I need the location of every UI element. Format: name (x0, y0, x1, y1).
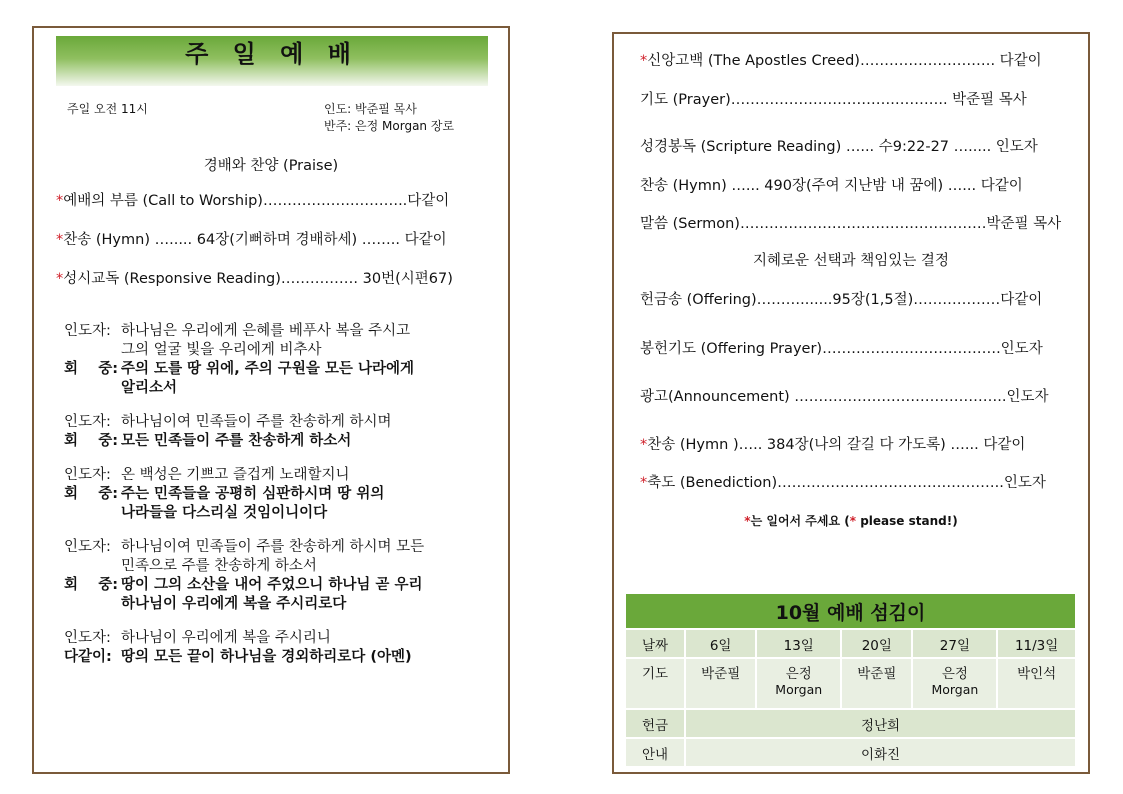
speaker-label (64, 557, 121, 576)
accompanist-info: 반주: 은정 Morgan 장로 (324, 119, 455, 133)
responsive-line (64, 576, 424, 595)
date-cell: 20일 (841, 629, 912, 658)
offering-label: 헌금 (625, 709, 685, 738)
responsive-line (64, 360, 424, 379)
speaker-label (64, 504, 121, 523)
order-item: *신앙고백 (The Apostles Creed)………………………. 다같이 (640, 53, 1042, 69)
section-praise-heading: 경배와 찬양 (Praise) (203, 158, 339, 174)
speaker-label: 회 중: (64, 486, 119, 502)
order-item: *찬송 (Hymn) …..... 64장(기뻐하며 경배하세) …….. 다같이 (56, 232, 447, 248)
responsive-reading (64, 322, 424, 667)
leader-info: 인도: 박준필 목사 (324, 102, 417, 116)
date-cell: 6일 (685, 629, 756, 658)
reading-text: 땅의 모든 끝이 하나님을 경외하리로다 (아멘) (121, 649, 412, 665)
responsive-line (64, 432, 424, 451)
responsive-line (64, 504, 424, 523)
stand-marker: * (56, 232, 64, 248)
speaker-label: 인도자: (64, 630, 111, 646)
responsive-line (64, 629, 424, 648)
responsive-line (64, 322, 424, 341)
speaker-label: 다같이: (64, 649, 112, 665)
responsive-line (64, 538, 424, 557)
prayer-cell: 박준필 (841, 658, 912, 709)
usher-cell: 이화진 (685, 738, 1076, 767)
date-label: 날짜 (625, 629, 685, 658)
order-item: 헌금송 (Offering)……….......95장(1,5절)………………다같이 (640, 292, 1043, 308)
reading-text: 나라들을 다스리실 것임이니이다 (121, 505, 328, 521)
right-bulletin-page (612, 32, 1090, 774)
stand-marker: * (56, 271, 64, 287)
reading-text: 하나님이 우리에게 복을 주시리니 (121, 630, 331, 646)
reading-text: 민족으로 주를 찬송하게 하소서 (121, 558, 317, 574)
order-item: *찬송 (Hymn )….. 384장(나의 갈길 다 가도록) …... 다같이 (640, 437, 1026, 453)
left-bulletin-page (32, 26, 510, 774)
serving-schedule-table (624, 592, 1077, 768)
responsive-line (64, 379, 424, 398)
schedule-date-row (625, 629, 1076, 658)
offering-cell: 정난희 (685, 709, 1076, 738)
reading-text: 하나님은 우리에게 은혜를 베푸사 복을 주시고 (121, 323, 411, 339)
page-title: 주 일 예 배 (185, 40, 359, 68)
date-cell: 11/3일 (997, 629, 1076, 658)
order-item: 봉헌기도 (Offering Prayer)……………………………….인도자 (640, 341, 1043, 357)
prayer-cell: 은정 Morgan (912, 658, 997, 709)
order-item: *축도 (Benediction)………………………………………..인도자 (640, 475, 1046, 491)
reading-text: 땅이 그의 소산을 내어 주었으니 하나님 곧 우리 (121, 577, 423, 593)
speaker-label (64, 341, 121, 360)
order-item: 찬송 (Hymn) …... 490장(주여 지난밤 내 꿈에) …... 다같이 (640, 178, 1023, 194)
schedule-offering-row (625, 709, 1076, 738)
responsive-line (64, 341, 424, 360)
stand-note: *는 일어서 주세요 (* please stand!) (744, 514, 958, 528)
schedule-usher-row (625, 738, 1076, 767)
speaker-label: 회 중: (64, 433, 119, 449)
responsive-line (64, 466, 424, 485)
prayer-cell: 은정 Morgan (756, 658, 841, 709)
schedule-header-row (625, 593, 1076, 629)
responsive-line (64, 413, 424, 432)
speaker-label: 회 중: (64, 577, 119, 593)
order-item: *예배의 부름 (Call to Worship)……………….………..다같이 (56, 193, 450, 209)
reading-text: 온 백성은 기쁘고 즐겁게 노래할지니 (121, 467, 350, 483)
speaker-label (64, 379, 121, 398)
speaker-label: 인도자: (64, 467, 111, 483)
reading-text: 모든 민족들이 주를 찬송하게 하소서 (121, 433, 352, 449)
title-banner (56, 36, 488, 86)
date-cell: 13일 (756, 629, 841, 658)
reading-text: 주의 도를 땅 위에, 주의 구원을 모든 나라에게 (121, 361, 414, 377)
responsive-line (64, 557, 424, 576)
order-item: 기도 (Prayer)…………………………….……….. 박준필 목사 (640, 92, 1027, 108)
reading-text: 하나님이 우리에게 복을 주시리로다 (121, 596, 347, 612)
reading-text: 하나님이여 민족들이 주를 찬송하게 하시며 (121, 414, 392, 430)
speaker-label (64, 595, 121, 614)
reading-text: 그의 얼굴 빛을 우리에게 비추사 (121, 342, 322, 358)
speaker-label: 인도자: (64, 414, 111, 430)
reading-text: 주는 민족들을 공평히 심판하시며 땅 위의 (121, 486, 385, 502)
date-cell: 27일 (912, 629, 997, 658)
prayer-label: 기도 (625, 658, 685, 709)
speaker-label: 회 중: (64, 361, 119, 377)
reading-text: 하나님이여 민족들이 주를 찬송하게 하시며 모든 (121, 539, 425, 555)
speaker-label: 인도자: (64, 539, 111, 555)
responsive-line (64, 485, 424, 504)
responsive-line (64, 648, 424, 667)
order-item: *성시교독 (Responsive Reading)……………. 30번(시편67) (56, 271, 453, 287)
order-item: 성경봉독 (Scripture Reading) …... 수9:22-27 …..... 인도자 (640, 139, 1038, 155)
order-item: 광고(Announcement) ……………………………………..인도자 (640, 389, 1049, 405)
usher-label: 안내 (625, 738, 685, 767)
responsive-line (64, 595, 424, 614)
service-time: 주일 오전 11시 (67, 102, 148, 116)
order-item: 말씀 (Sermon)……………………………………………박준필 목사 (640, 216, 1062, 232)
stand-marker: * (56, 193, 64, 209)
sermon-title: 지혜로운 선택과 책임있는 결정 (753, 253, 949, 269)
reading-text: 알리소서 (121, 380, 178, 396)
speaker-label: 인도자: (64, 323, 111, 339)
prayer-cell: 박인석 (997, 658, 1076, 709)
schedule-prayer-row (625, 658, 1076, 709)
schedule-title: 10월 예배 섬김이 (625, 593, 1076, 629)
prayer-cell: 박준필 (685, 658, 756, 709)
